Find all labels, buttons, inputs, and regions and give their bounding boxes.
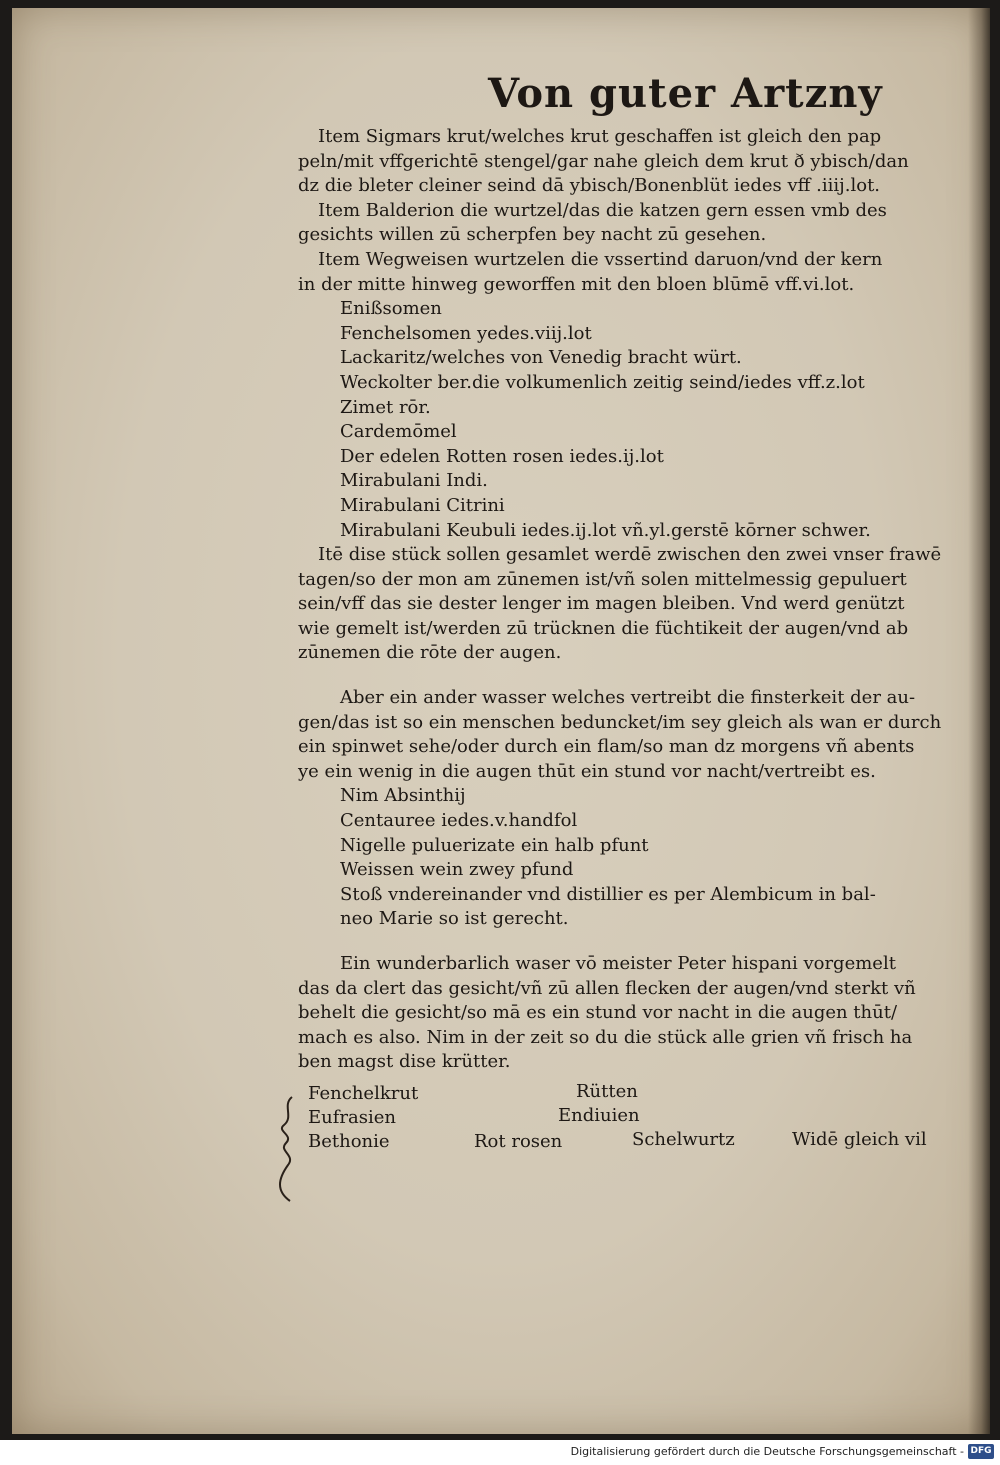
herb-item: Widē gleich vil: [792, 1128, 927, 1150]
herb-item: Fenchelkrut: [308, 1082, 419, 1104]
herb-item: Endiuien: [558, 1104, 640, 1126]
text-line: dz die bleter cleiner seind dā ybisch/Bonenblüt iedes vff .iiij.lot.: [298, 175, 881, 197]
text-line: das da clert das gesicht/vñ zū allen flecken der augen/vnd sterkt vñ: [298, 977, 916, 999]
text-block: [298, 70, 948, 1151]
herb-item: Bethonie: [308, 1130, 390, 1152]
list-item: Mirabulani Indi.: [340, 470, 488, 492]
list-item: Mirabulani Citrini: [340, 494, 505, 516]
paragraph-other-water: [298, 686, 948, 784]
herb-item: Rütten: [576, 1080, 638, 1102]
text-line: mach es also. Nim in der zeit so du die stück alle grien vñ frisch ha: [298, 1026, 913, 1048]
list-item: Enißsomen: [340, 298, 442, 320]
text-line: behelt die gesicht/so mā es ein stund vor nacht in die augen thūt/: [298, 1002, 898, 1024]
text-line: Itē dise stück sollen gesamlet werdē zwischen den zwei vnser frawē: [318, 544, 942, 566]
list-item: Centauree iedes.v.handfol: [340, 810, 578, 832]
dfg-logo-icon: DFG: [968, 1444, 994, 1459]
list-item: neo Marie so ist gerecht.: [340, 908, 569, 930]
paragraph-sigmars: [298, 125, 948, 199]
herb-item: Rot rosen: [474, 1130, 563, 1152]
list-item: Weissen wein zwey pfund: [340, 859, 574, 881]
text-line: Item Wegweisen wurtzelen die vssertind daruon/vnd der kern: [318, 248, 883, 270]
text-line: Aber ein ander wasser welches vertreibt die finsterkeit der au-: [340, 687, 916, 709]
paragraph-wegweisen: [298, 248, 948, 297]
list-item: Fenchelsomen yedes.viij.lot: [340, 322, 592, 344]
text-line: in der mitte hinweg geworffen mit den bloen blūmē vff.vi.lot.: [298, 273, 855, 295]
text-line: Item Sigmars krut/welches krut geschaffen ist gleich den pap: [318, 126, 882, 147]
page-heading: Von guter Artzny: [488, 70, 883, 117]
text-line: ye ein wenig in die augen thūt ein stund vor nacht/vertreibt es.: [298, 760, 876, 782]
list-item: Stoß vndereinander vnd distillier es per Alembicum in bal-: [340, 883, 876, 905]
ingredient-list-1: [298, 297, 948, 543]
paragraph-balderion: [298, 199, 948, 248]
list-item: Weckolter ber.die volkumenlich zeitig seind/iedes vff.z.lot: [340, 371, 865, 393]
paragraph-instructions: [298, 543, 948, 666]
list-item: Nigelle puluerizate ein halb pfunt: [340, 834, 649, 856]
list-item: Cardemōmel: [340, 421, 457, 443]
paragraph-peter-hispani: [298, 952, 948, 1075]
list-item: Lackaritz/welches von Venedig bracht würt.: [340, 347, 742, 369]
herb-table: [298, 1075, 948, 1151]
text-line: sein/vff das sie dester lenger im magen bleiben. Vnd werd genützt: [298, 593, 905, 615]
list-item: Der edelen Rotten rosen iedes.ij.lot: [340, 445, 664, 467]
footer-credit: Digitalisierung gefördert durch die Deutsche Forschungsgemeinschaft -: [570, 1445, 964, 1458]
text-line: Ein wunderbarlich waser vō meister Peter hispani vorgemelt: [340, 953, 896, 974]
text-line: ben magst dise krütter.: [298, 1051, 511, 1073]
book-gutter: [968, 8, 990, 1434]
text-line: tagen/so der mon am zūnemen ist/vñ solen mittelmessig gepuluert: [298, 568, 907, 590]
herb-item: Schelwurtz: [632, 1128, 735, 1150]
footer-bar: [0, 1440, 1000, 1465]
text-line: gen/das ist so ein menschen beduncket/im sey gleich als wan er durch: [298, 711, 942, 733]
herb-item: Eufrasien: [308, 1106, 396, 1128]
text-line: zūnemen die rōte der augen.: [298, 642, 562, 664]
text-line: Item Balderion die wurtzel/das die katzen gern essen vmb des: [318, 199, 887, 221]
ingredient-list-2: [298, 784, 948, 932]
text-line: ein spinwet sehe/oder durch ein flam/so man dz morgens vñ abents: [298, 736, 915, 758]
text-line: peln/mit vffgerichtē stengel/gar nahe gleich dem krut ð ybisch/dan: [298, 150, 909, 172]
text-line: wie gemelt ist/werden zū trücknen die füchtikeit der augen/vnd ab: [298, 617, 909, 639]
list-item: Nim Absinthij: [340, 785, 466, 807]
text-line: gesichts willen zū scherpfen bey nacht zū gesehen.: [298, 224, 767, 246]
list-item: Mirabulani Keubuli iedes.ij.lot vñ.yl.gerstē kōrner schwer.: [340, 519, 871, 541]
list-item: Zimet rōr.: [340, 396, 431, 418]
